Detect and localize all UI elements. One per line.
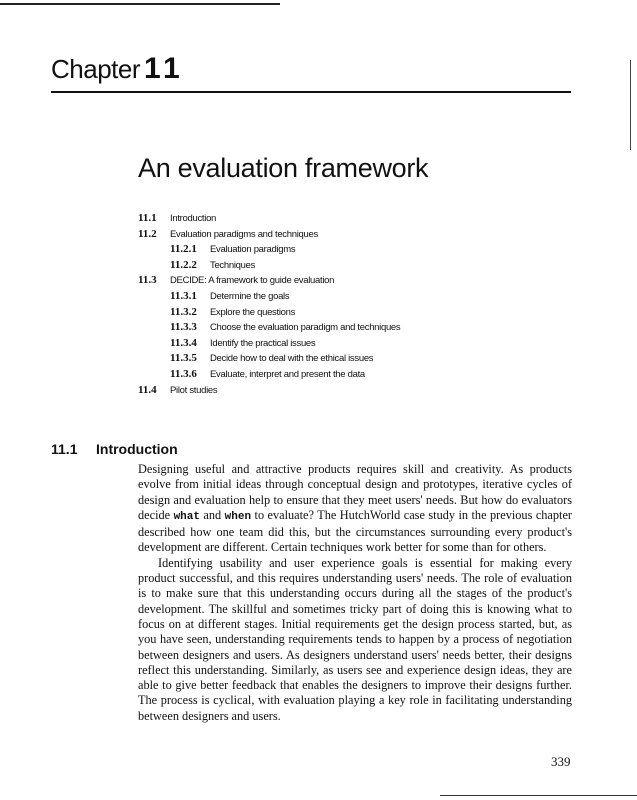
top-rule	[0, 3, 280, 5]
paragraph: Identifying usability and user experience goals is essential for making every product successful, and this requires understanding users' needs. The role of evaluation is to make sure that this understanding occurs during all the stages of the product's development. The skillful and sometimes tricky part of doing this is knowing what to focus on at different stages. Initial requirements get the design process started, but, as you have seen, understanding requirements tends to happen by a process of negotiation between designers and users. As designers understand users' needs better, their designs reflect this understanding. Similarly, as users see and experience design ideas, they are able to give better feedback that enables the designers to improve their designs further. The process is cyclical, with evaluation playing a key role in facilitating understanding between designers and users.	[138, 555, 572, 723]
chapter-label: Chapter	[51, 54, 140, 84]
toc-item[interactable]	[138, 258, 558, 274]
toc-item[interactable]	[138, 211, 558, 227]
toc-item[interactable]	[138, 336, 558, 352]
toc-item[interactable]	[138, 289, 558, 305]
paragraph: Designing useful and attractive products requires skill and creativity. As products evolve from initial ideas through conceptual design and prototypes, iterative cycles of design and evaluation help to ensure that they meet users' needs. But how do evaluators decide what and when to evaluate? The HutchWorld case study in the previous chapter described how one team did this, but the circumstances surrounding every product's development are different. Certain techniques work better for some than for others.	[138, 462, 572, 555]
toc-item-text: Identify the practical issues	[210, 337, 316, 349]
chapter-number: 11	[144, 52, 184, 85]
toc-item-text: Determine the goals	[210, 290, 290, 302]
toc-item-number: 11.2.1	[170, 243, 197, 256]
code-term: what	[173, 510, 200, 523]
chapter-title: An evaluation framework	[138, 153, 429, 183]
toc-item[interactable]	[138, 273, 558, 289]
toc-item-number: 11.2.2	[170, 258, 197, 271]
page-number: 339	[551, 754, 571, 769]
toc-item-text: Techniques	[210, 259, 256, 271]
toc-item-number: 11.3.3	[170, 321, 197, 334]
body-text	[138, 462, 572, 724]
toc-item-number: 11.3.2	[170, 305, 197, 318]
toc-item-text: Evaluation paradigms and techniques	[170, 228, 318, 240]
toc-item-text: DECIDE: A framework to guide evaluation	[170, 275, 335, 287]
bottom-rule	[440, 795, 637, 796]
toc-item-text: Evaluate, interpret and present the data	[210, 368, 365, 380]
toc-item[interactable]	[138, 305, 558, 321]
right-margin-rule	[630, 60, 631, 150]
toc-item-number: 11.2	[138, 227, 157, 240]
toc-item-text: Decide how to deal with the ethical issues	[210, 353, 374, 365]
toc-item[interactable]	[138, 227, 558, 243]
section-title: Introduction	[96, 441, 178, 457]
toc-item-number: 11.3.1	[170, 289, 197, 302]
toc-item[interactable]	[138, 351, 558, 367]
toc-item-number: 11.4	[138, 383, 157, 396]
chapter-heading	[51, 52, 184, 86]
toc-item[interactable]	[138, 320, 558, 336]
code-term: when	[224, 510, 252, 523]
toc-item[interactable]	[138, 383, 558, 399]
toc-item-number: 11.1	[138, 212, 157, 224]
toc-item[interactable]	[138, 242, 558, 258]
toc-item-text: Evaluation paradigms	[210, 244, 296, 256]
section-heading	[51, 441, 178, 457]
table-of-contents	[138, 211, 558, 398]
toc-item-number: 11.3.5	[170, 352, 197, 365]
toc-item[interactable]	[138, 367, 558, 383]
toc-item-number: 11.3.4	[170, 336, 197, 349]
chapter-rule	[51, 91, 571, 93]
toc-item-number: 11.3	[138, 274, 157, 287]
toc-item-text: Choose the evaluation paradigm and techniques	[210, 322, 401, 334]
toc-item-text: Pilot studies	[170, 384, 218, 396]
toc-item-text: Explore the questions	[210, 306, 296, 318]
toc-item-number: 11.3.6	[170, 367, 197, 380]
toc-item-text: Introduction	[170, 213, 217, 224]
section-number: 11.1	[51, 441, 78, 457]
